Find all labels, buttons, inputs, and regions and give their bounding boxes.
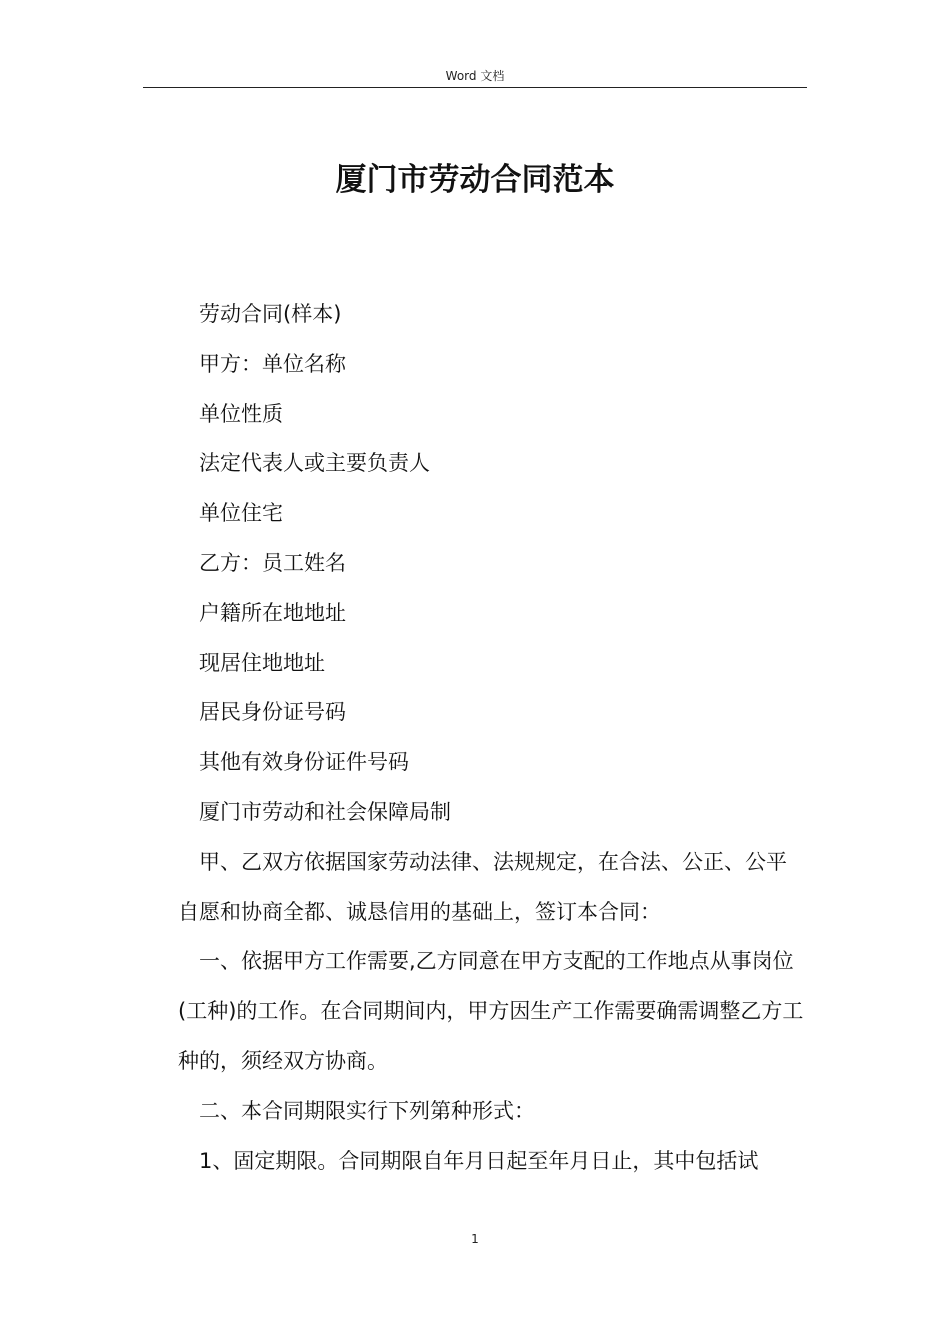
- paragraph-id-number: 居民身份证号码: [199, 700, 346, 725]
- paragraph-party-b-name: 乙方：员工姓名: [199, 550, 346, 575]
- paragraph-clause-2: 二、本合同期限实行下列第种形式：: [199, 1098, 535, 1123]
- page-number: 1: [471, 1232, 479, 1246]
- paragraph-residence-address: 现居住地地址: [199, 650, 325, 675]
- header-divider: [143, 87, 807, 88]
- paragraph-unit-address: 单位住宅: [199, 501, 283, 526]
- paragraph-preamble: 甲、乙双方依据国家劳动法律、法规规定，在合法、公正、公平自愿和协商全都、诚恳信用的基础上，签订本合同：: [178, 849, 787, 924]
- paragraph-other-id-number: 其他有效身份证件号码: [199, 750, 409, 775]
- paragraph-contract-sample: 劳动合同(样本): [199, 302, 342, 326]
- paragraph-issuer: 厦门市劳动和社会保障局制: [199, 799, 451, 824]
- page-header: Word 文档: [445, 69, 505, 83]
- paragraph-clause-2-item-1: 1、固定期限。合同期限自年月日起至年月日止，其中包括试: [199, 1148, 759, 1173]
- document-title: 厦门市劳动合同范本: [335, 162, 615, 198]
- paragraph-household-address: 户籍所在地地址: [199, 600, 346, 625]
- paragraph-legal-representative: 法定代表人或主要负责人: [199, 451, 430, 476]
- paragraph-party-a-name: 甲方：单位名称: [199, 351, 346, 376]
- paragraph-unit-nature: 单位性质: [199, 401, 283, 426]
- document-body: [178, 290, 806, 1186]
- paragraph-clause-1: 一、依据甲方工作需要,乙方同意在甲方支配的工作地点从事岗位(工种)的工作。在合同期间内，甲方因生产工作需要确需调整乙方工种的，须经双方协商。: [178, 949, 804, 1073]
